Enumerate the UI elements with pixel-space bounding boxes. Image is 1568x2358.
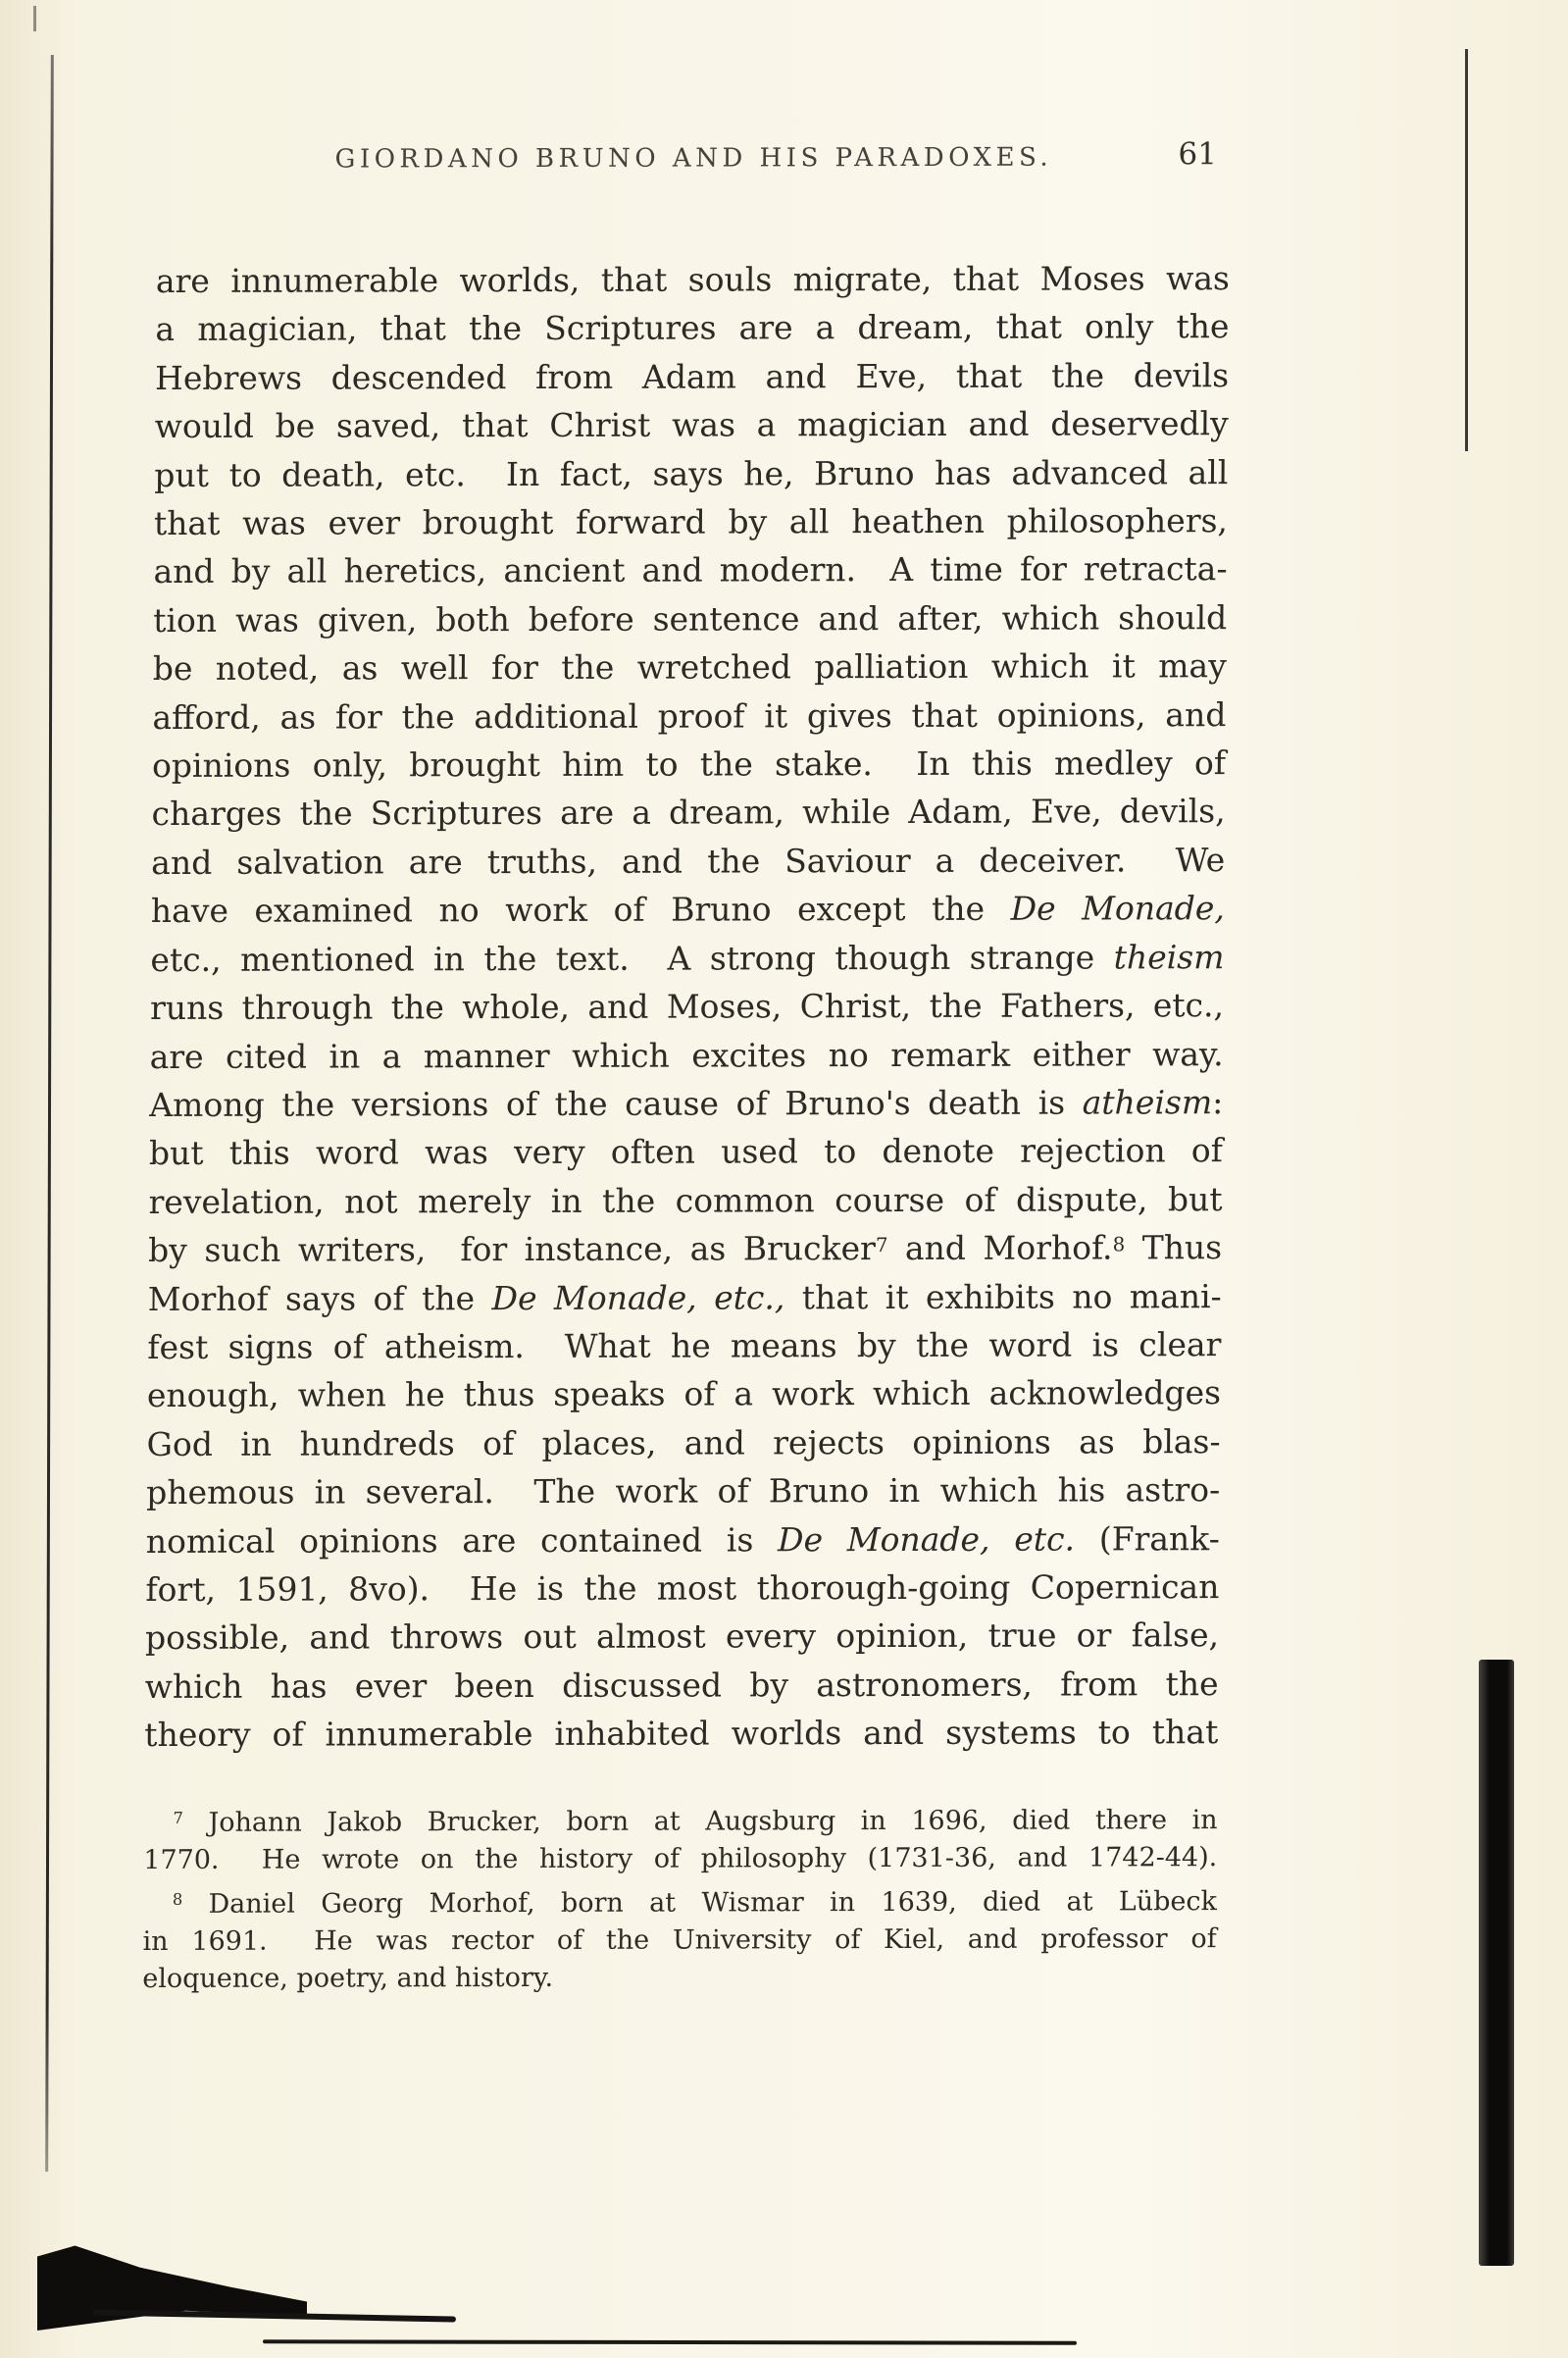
text-line bbox=[143, 1839, 1217, 1879]
text-run: fort, 1591, 8vo). He is the most thorough-going Copernican bbox=[145, 1567, 1220, 1609]
text-line bbox=[153, 593, 1227, 644]
text-run: (Frank- bbox=[1074, 1518, 1221, 1559]
text-run: Daniel Georg Morhof, born at Wismar in 1639, died at Lübeck bbox=[182, 1885, 1218, 1920]
text-run: revelation, not merely in the common course of dispute, but bbox=[148, 1179, 1223, 1221]
text-run: : bbox=[1212, 1083, 1224, 1122]
text-run: De Monade, bbox=[1010, 889, 1226, 928]
text-run: De Monade, etc. bbox=[777, 1519, 1076, 1559]
text-run: atheism bbox=[1082, 1083, 1213, 1122]
page-text-block bbox=[142, 136, 1231, 2004]
text-run: phemous in several. The work of Bruno in which his astro- bbox=[146, 1470, 1221, 1512]
text-line bbox=[142, 1921, 1216, 1961]
footnote bbox=[143, 1802, 1218, 1879]
text-run: and salvation are truths, and the Saviour a deceiver. We bbox=[151, 841, 1226, 882]
page-header bbox=[157, 136, 1231, 180]
text-run: Among the versions of the cause of Bruno's death is bbox=[149, 1083, 1083, 1124]
text-line bbox=[145, 1612, 1219, 1663]
text-line bbox=[144, 1708, 1218, 1759]
text-line bbox=[151, 788, 1225, 839]
text-run: etc., mentioned in the text. A strong though strange bbox=[150, 938, 1114, 979]
bottom-edge-line bbox=[263, 2339, 1077, 2344]
text-run: are innumerable worlds, that souls migrate, that Moses was bbox=[155, 259, 1231, 300]
footnote-ref: 8 bbox=[1112, 1233, 1126, 1256]
text-line bbox=[152, 739, 1226, 790]
text-line bbox=[148, 1175, 1222, 1226]
text-run: by such writers, for instance, as Brucker bbox=[147, 1229, 877, 1270]
text-run: and by all heretics, ancient and modern. A time for retracta- bbox=[153, 549, 1228, 591]
text-run: Morhof says of the bbox=[147, 1278, 492, 1318]
text-run: runs through the whole, and Moses, Christ, the Fathers, etc., bbox=[149, 986, 1225, 1028]
text-run: that was ever brought forward by all heathen philosophers, bbox=[153, 501, 1229, 543]
right-binding-bar bbox=[1479, 1660, 1514, 2266]
text-run: 1770. He wrote on the history of philosophy (1731-36, and 1742-44). bbox=[143, 1841, 1218, 1875]
text-line bbox=[147, 1368, 1221, 1419]
text-run: in 1691. He was rector of the University of Kiel, and professor of bbox=[142, 1922, 1217, 1957]
text-run: afford, as for the additional proof it gives that opinions, and bbox=[152, 694, 1227, 737]
text-line bbox=[151, 836, 1225, 887]
text-run: tion was given, both before sentence and after, which should bbox=[153, 597, 1228, 640]
text-line bbox=[148, 1272, 1222, 1323]
text-run: put to death, etc. In fact, says he, Bruno has advanced all bbox=[154, 452, 1229, 494]
text-line bbox=[145, 1563, 1219, 1614]
text-run: fest signs of atheism. What he means by the word is clear bbox=[147, 1325, 1222, 1366]
text-run: but this word was very often used to denote rejection of bbox=[148, 1131, 1224, 1173]
text-line bbox=[149, 1078, 1223, 1129]
text-run: Johann Jakob Brucker, born at Augsburg in 1696, died there in bbox=[182, 1804, 1218, 1838]
text-line bbox=[146, 1417, 1220, 1468]
scan-speck bbox=[33, 6, 36, 31]
text-line bbox=[155, 351, 1229, 402]
text-line bbox=[149, 1126, 1223, 1177]
text-line bbox=[156, 254, 1230, 305]
top-right-page-edge-rule bbox=[1465, 49, 1468, 451]
running-title: GIORDANO BRUNO AND HIS PARADOXES. bbox=[334, 142, 1053, 175]
text-line bbox=[150, 933, 1224, 984]
text-line bbox=[150, 981, 1224, 1032]
text-line bbox=[146, 1465, 1220, 1516]
footnote-ref: 7 bbox=[875, 1234, 888, 1257]
text-line bbox=[154, 496, 1228, 547]
text-run: that it exhibits no mani- bbox=[784, 1276, 1222, 1316]
text-run: nomical opinions are contained is bbox=[145, 1519, 779, 1561]
text-run: a magician, that the Scriptures are a dream, that only the bbox=[155, 307, 1230, 349]
text-line bbox=[146, 1514, 1220, 1565]
text-line bbox=[153, 545, 1227, 596]
text-run: God in hundreds of places, and rejects opinions as blas- bbox=[146, 1421, 1221, 1463]
text-run: have examined no work of Bruno except the bbox=[150, 889, 1011, 931]
text-line bbox=[144, 1660, 1218, 1711]
text-run: possible, and throws out almost every opinion, true or false, bbox=[144, 1615, 1220, 1658]
page-number: 61 bbox=[1178, 136, 1218, 173]
text-run: theism bbox=[1113, 937, 1225, 977]
text-run: and Morhof. bbox=[887, 1228, 1113, 1268]
footnote-ref: 8 bbox=[172, 1889, 183, 1909]
text-run: enough, when he thus speaks of a work which acknowledges bbox=[146, 1373, 1222, 1415]
text-line bbox=[143, 1802, 1217, 1842]
text-line bbox=[155, 303, 1229, 354]
text-line bbox=[147, 1320, 1221, 1371]
body-text bbox=[144, 254, 1230, 1759]
text-line bbox=[153, 641, 1227, 692]
text-run: theory of innumerable inhabited worlds and systems to that bbox=[144, 1713, 1219, 1755]
footnotes bbox=[142, 1802, 1218, 1998]
text-line bbox=[143, 1883, 1217, 1923]
text-run: De Monade, etc., bbox=[491, 1277, 785, 1317]
text-run: are cited in a manner which excites no remark either way. bbox=[149, 1034, 1224, 1076]
text-run: eloquence, poetry, and history. bbox=[142, 1962, 554, 1994]
text-run: be noted, as well for the wretched palliation which it may bbox=[152, 646, 1227, 689]
text-line bbox=[154, 448, 1228, 499]
text-run: would be saved, that Christ was a magician and deservedly bbox=[154, 404, 1229, 446]
text-line bbox=[150, 1030, 1224, 1081]
text-line bbox=[151, 884, 1225, 935]
text-run: charges the Scriptures are a dream, while Adam, Eve, devils, bbox=[151, 792, 1226, 834]
left-page-edge-rule bbox=[45, 55, 54, 2172]
text-run: Hebrews descended from Adam and Eve, that the devils bbox=[154, 355, 1230, 397]
text-run: opinions only, brought him to the stake. In this medley of bbox=[151, 743, 1227, 786]
text-line bbox=[155, 399, 1229, 450]
footnote bbox=[142, 1883, 1217, 1998]
text-line bbox=[152, 691, 1226, 742]
text-line bbox=[142, 1958, 1216, 1998]
text-run: which has ever been discussed by astronomers, from the bbox=[144, 1664, 1219, 1706]
text-run: Thus bbox=[1125, 1228, 1223, 1267]
text-line bbox=[148, 1223, 1222, 1274]
footnote-ref: 7 bbox=[173, 1808, 183, 1827]
